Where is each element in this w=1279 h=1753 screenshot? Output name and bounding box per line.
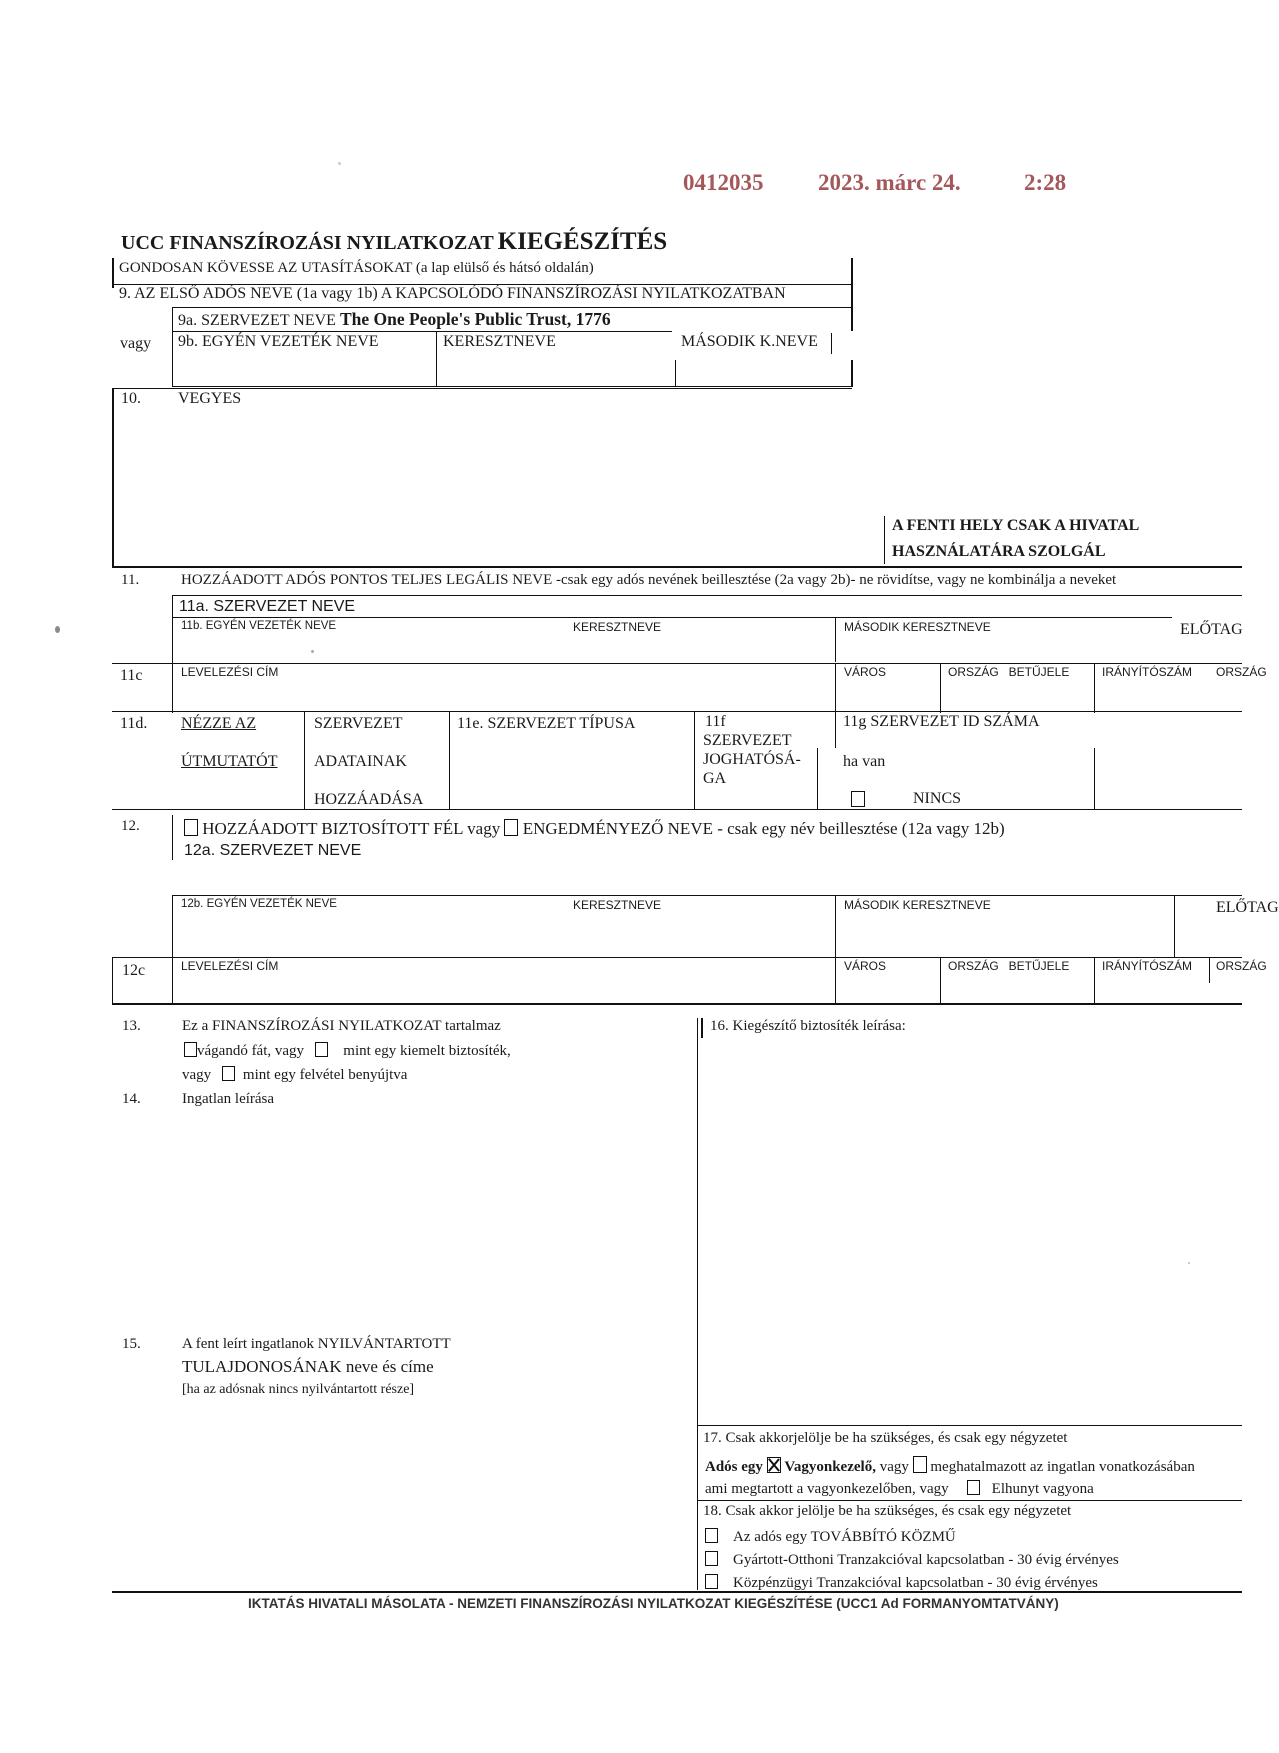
s13-vagy: vagy — [182, 1067, 212, 1083]
s17-line2: ami megtartott a vagyonkezelőben, vagy — [705, 1481, 949, 1497]
s11c-country-label: ORSZÁG — [1216, 665, 1267, 679]
s9b-first-name-field[interactable] — [434, 381, 674, 387]
scan-speck — [311, 650, 314, 653]
s9-vagy: vagy — [120, 335, 152, 352]
s15-line3: [ha az adósnak nincs nyilvántartott része] — [182, 1382, 415, 1397]
scan-speck — [1188, 1262, 1190, 1264]
s11b-middle-name-label: MÁSODIK KERESZTNEVE — [844, 620, 991, 634]
s9b-first-name-label: KERESZTNEVE — [443, 333, 556, 350]
s17-row1 — [705, 1456, 1195, 1476]
s14-number: 14. — [122, 1091, 141, 1107]
form-title — [121, 228, 667, 256]
s14-description-field[interactable] — [180, 1115, 680, 1315]
s12c-city-label: VÁROS — [844, 959, 887, 973]
assignor-checkbox[interactable] — [504, 819, 518, 836]
s11b-label: 11b. EGYÉN VEZETÉK NEVE — [181, 620, 337, 632]
s17-vagy: vagy — [879, 1459, 909, 1475]
s11b-first-name-label: KERESZTNEVE — [573, 620, 662, 634]
s18-opt1-row — [705, 1528, 956, 1546]
secured-party-checkbox[interactable] — [184, 819, 198, 836]
s13-options-row1 — [184, 1042, 511, 1060]
s16-label: 16. Kiegészítő biztosíték leírása: — [710, 1018, 906, 1034]
s12c-mailing-label: LEVELEZÉSI CÍM — [181, 959, 279, 973]
s12c-state-label: ORSZÁG BETŰJELE — [948, 959, 1070, 973]
s11f-label-1: 11f — [705, 713, 726, 730]
s12-header-part1: HOZZÁADOTT BIZTOSÍTOTT FÉL vagy — [202, 819, 501, 838]
s13-opt2: mint egy kiemelt biztosíték, — [343, 1043, 511, 1059]
s10-misc-field[interactable] — [176, 412, 876, 512]
s18-opt3-row — [705, 1574, 1098, 1592]
s11d-number: 11d. — [120, 715, 148, 732]
footer-text: IKTATÁS HIVATALI MÁSOLATA - NEMZETI FINANSZÍROZÁSI NYILATKOZAT KIEGÉSZÍTÉSE (UCC1 Ad FORMANYOMTATVÁNY) — [248, 1596, 1059, 1611]
s10-label: VEGYES — [178, 390, 242, 407]
s11f-label-3: JOGHATÓSÁ- — [703, 751, 801, 768]
s11g-none-label: NINCS — [913, 790, 962, 807]
trustee-checkbox[interactable] — [767, 1457, 781, 1473]
office-use-line1: A FENTI HELY CSAK A HIVATAL — [892, 517, 1140, 534]
transmitting-utility-checkbox[interactable] — [705, 1528, 718, 1543]
filing-time-stamp: 2:28 — [1024, 170, 1067, 195]
s12a-field[interactable] — [180, 864, 1220, 894]
org-info-line1: SZERVEZET — [314, 715, 403, 732]
s17-row2 — [705, 1480, 1094, 1498]
s18-opt2: Gyártott-Otthoni Tranzakcióval kapcsolatban - 30 évig érvényes — [733, 1552, 1119, 1568]
decedent-estate-checkbox[interactable] — [967, 1480, 980, 1495]
s9-header: 9. AZ ELSŐ ADÓS NEVE (1a vagy 1b) A KAPCSOLÓDÓ FINANSZÍROZÁSI NYILATKOZATBAN — [119, 285, 786, 302]
s13-opt3: mint egy felvétel benyújtva — [242, 1067, 408, 1083]
s12c-number: 12c — [122, 962, 146, 979]
manufactured-home-checkbox[interactable] — [705, 1551, 718, 1566]
scan-speck — [55, 626, 60, 633]
s11c-mailing-field[interactable] — [180, 682, 830, 708]
s12-header — [184, 819, 1005, 839]
filing-date-stamp: 2023. márc 24. — [818, 170, 961, 195]
s13-line1: Ez a FINANSZÍROZÁSI NYILATKOZAT tartalmaz — [182, 1018, 501, 1034]
s11c-number: 11c — [120, 667, 143, 684]
s17-deceased-label: Elhunyt vagyona — [991, 1481, 1094, 1497]
org-info-line3: HOZZÁADÁSA — [314, 791, 424, 808]
s10-number: 10. — [121, 390, 141, 407]
s11a-field[interactable] — [420, 596, 1200, 614]
s13-opt1: vágandó fát, vagy — [197, 1043, 305, 1059]
s12b-middle-name-label: MÁSODIK KERESZTNEVE — [844, 898, 991, 912]
s11b-prefix-label: ELŐTAG — [1180, 621, 1243, 638]
s14-label: Ingatlan leírása — [182, 1091, 275, 1107]
scan-speck — [338, 162, 341, 165]
title-prefix: UCC FINANSZÍROZÁSI NYILATKOZAT — [121, 232, 494, 254]
s11e-label: 11e. SZERVEZET TÍPUSA — [457, 715, 636, 732]
s13-options-row2 — [182, 1066, 407, 1084]
s18-opt1: Az adós egy TOVÁBBÍTÓ KÖZMŰ — [733, 1529, 956, 1545]
s9a-label: 9a. SZERVEZET NEVE — [178, 312, 336, 329]
see-instructions-line2[interactable]: ÚTMUTATÓT — [181, 753, 278, 770]
s11c-state-label: ORSZÁG BETŰJELE — [948, 665, 1070, 679]
s15-line2: TULAJDONOSÁNAK neve és címe — [182, 1357, 434, 1376]
filing-number-stamp: 0412035 — [683, 170, 764, 195]
s11g-none-checkbox[interactable] — [851, 791, 865, 810]
s11c-zip-label: IRÁNYÍTÓSZÁM — [1102, 665, 1193, 679]
s11-number: 11. — [121, 572, 140, 588]
s9a-value[interactable]: The One People's Public Trust, 1776 — [339, 309, 611, 329]
s11e-field[interactable] — [456, 740, 686, 800]
instructions-text: GONDOSAN KÖVESSE AZ UTASÍTÁSOKAT (a lap elülső és hátsó oldalán) — [119, 260, 594, 276]
s12c-mailing-field[interactable] — [180, 976, 830, 1002]
s9b-label: 9b. EGYÉN VEZETÉK NEVE — [178, 333, 379, 350]
s11g-label: 11g SZERVEZET ID SZÁMA — [843, 713, 1040, 730]
s13-number: 13. — [122, 1018, 141, 1034]
s18-opt2-row — [705, 1551, 1119, 1569]
org-info-line2: ADATAINAK — [314, 753, 407, 770]
s11c-city-label: VÁROS — [844, 665, 887, 679]
fixture-checkbox[interactable] — [315, 1042, 328, 1057]
s15-owner-field[interactable] — [180, 1405, 680, 1575]
s18-header: 18. Csak akkor jelölje be ha szükséges, és csak egy négyzetet — [703, 1503, 1072, 1519]
s9a-row — [178, 309, 611, 330]
s12a-label: 12a. SZERVEZET NEVE — [184, 842, 362, 859]
s12b-prefix-label: ELŐTAG — [1216, 899, 1279, 916]
authorized-checkbox[interactable] — [913, 1456, 927, 1473]
s12c-country-label: ORSZÁG — [1216, 959, 1267, 973]
s17-trustee-label: Vagyonkezelő, — [784, 1459, 876, 1475]
s17-authorized-label: meghatalmazott az ingatlan vonatkozásában — [930, 1459, 1195, 1475]
title-suffix: KIEGÉSZÍTÉS — [497, 228, 668, 255]
s17-debtor-is: Adós egy — [705, 1459, 763, 1475]
s18-opt3: Közpénzügyi Tranzakcióval kapcsolatban - 30 évig érvényes — [733, 1575, 1098, 1591]
s12b-label: 12b. EGYÉN VEZETÉK NEVE — [181, 898, 337, 910]
s11c-mailing-label: LEVELEZÉSI CÍM — [181, 665, 279, 679]
s11f-label-2: SZERVEZET — [703, 732, 792, 749]
timber-checkbox[interactable] — [184, 1042, 197, 1057]
s11g-id-field[interactable] — [1100, 750, 1230, 806]
s15-line1: A fent leírt ingatlanok NYILVÁNTARTOTT — [182, 1336, 451, 1352]
office-use-line2: HASZNÁLATÁRA SZOLGÁL — [892, 543, 1106, 560]
as-extracted-checkbox[interactable] — [222, 1066, 235, 1081]
s11a-label: 11a. SZERVEZET NEVE — [179, 598, 356, 615]
s12-number: 12. — [121, 818, 140, 834]
s11g-if-any: ha van — [843, 753, 886, 770]
s12c-zip-label: IRÁNYÍTÓSZÁM — [1102, 959, 1193, 973]
see-instructions-line1[interactable]: NÉZZE AZ — [181, 715, 257, 732]
s16-collateral-field[interactable] — [708, 1042, 1228, 1412]
s11-header: HOZZÁADOTT ADÓS PONTOS TELJES LEGÁLIS NEVE -csak egy adós nevének beillesztése (2a vagy 2b)- ne rövidítse, vagy ne kombinálja a neveket — [181, 572, 1117, 588]
s17-header: 17. Csak akkorjelölje be ha szükséges, és csak egy négyzetet — [703, 1430, 1068, 1446]
public-finance-checkbox[interactable] — [705, 1574, 718, 1589]
s12b-first-name-label: KERESZTNEVE — [573, 898, 662, 912]
s15-number: 15. — [122, 1336, 141, 1352]
s9b-middle-name-label: MÁSODIK K.NEVE — [681, 333, 818, 350]
s11f-label-4: GA — [703, 770, 727, 787]
s12-header-part2: ENGEDMÉNYEZŐ NEVE - csak egy név beillesztése (12a vagy 12b) — [522, 819, 1005, 838]
